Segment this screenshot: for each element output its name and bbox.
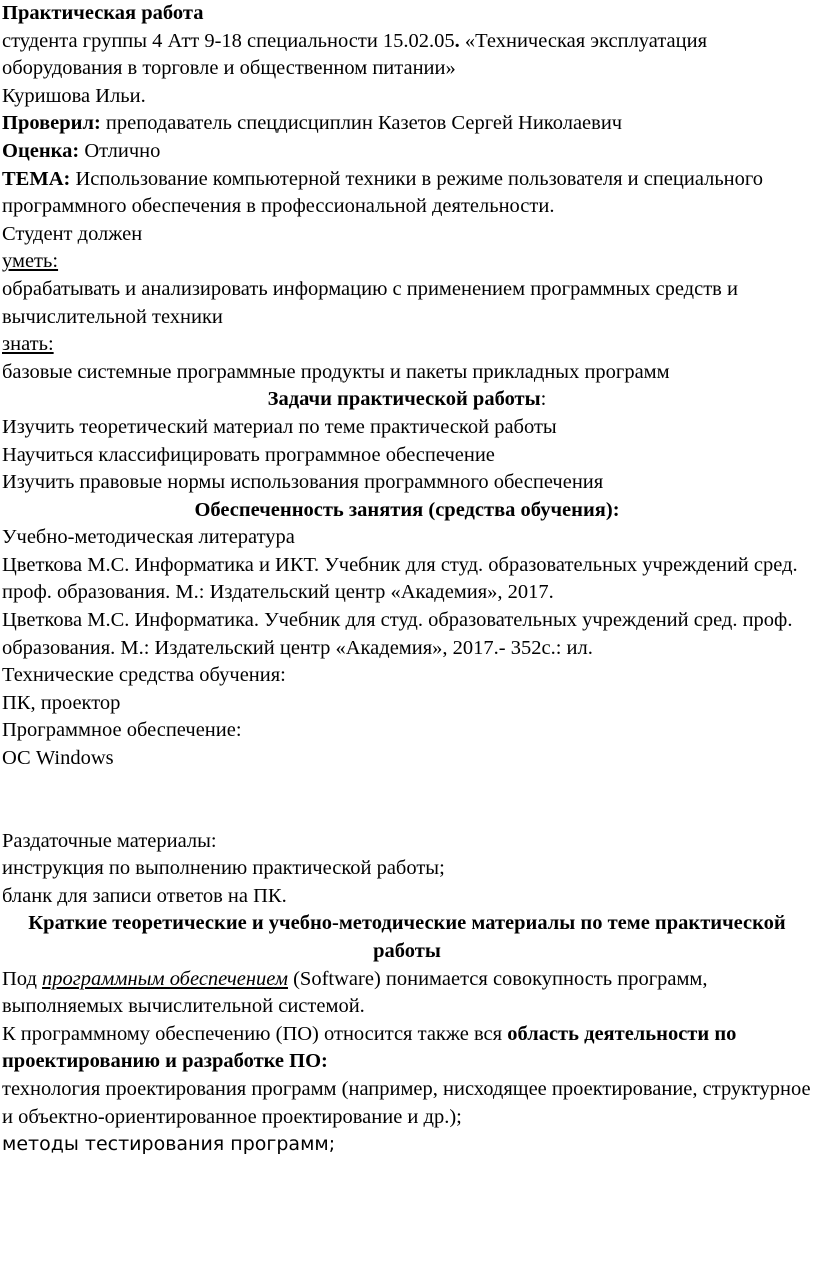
blank-gap <box>2 773 812 828</box>
tasks-heading-colon: : <box>540 388 547 411</box>
tech-means-label: Технические средства обучения: <box>2 664 286 687</box>
able-label: уметь: <box>2 250 59 273</box>
task-item: Научиться классифицировать программное обеспечение <box>2 443 495 466</box>
handout-item: инструкция по выполнению практической работы; <box>2 857 445 880</box>
provision-heading: Обеспеченность занятия (средства обучения): <box>194 498 620 521</box>
student-info <box>2 28 812 83</box>
student-must: Студент должен <box>2 222 143 245</box>
book-entry: Цветкова М.С. Информатика. Учебник для студ. образовательных учреждений сред. проф. образования. М.: Издательский центр «Академия», 2017.- 352с.: ил. <box>2 609 793 659</box>
task-item: Изучить теоретический материал по теме практической работы <box>2 415 557 438</box>
checked-by-value: преподаватель спецдисциплин Казетов Сергей Николаевич <box>100 112 623 135</box>
literature-label: Учебно-методическая литература <box>2 526 295 549</box>
handout-item: бланк для записи ответов на ПК. <box>2 884 287 907</box>
know-text: базовые системные программные продукты и пакеты прикладных программ <box>2 360 670 383</box>
theory-paragraph: технология проектирования программ (например, нисходящее проектирование, структурное и объектно-ориентированное проектирование и др.); <box>2 1077 811 1128</box>
theory-p1-end: (Software) понимается совокупность программ, выполняемых вычислительной системой. <box>2 967 708 1018</box>
handouts-label: Раздаточные материалы: <box>2 829 217 852</box>
grade-value: Отлично <box>79 139 161 162</box>
checked-by-label: Проверил: <box>2 112 101 135</box>
task-item: Изучить правовые нормы использования программного обеспечения <box>2 471 604 494</box>
theory-p1-start: Под <box>2 967 43 990</box>
theory-heading: Краткие теоретические и учебно-методические материалы по теме практической работы <box>28 912 786 962</box>
theory-p2-bold: область деятельности по проектированию и разработке ПО: <box>2 1022 737 1073</box>
software-value: ОС Windows <box>2 747 114 770</box>
topic-label: ТЕМА: <box>2 167 71 190</box>
software-term: программным обеспечением <box>42 967 288 990</box>
document-title: Практическая работа <box>2 2 204 24</box>
tech-means-value: ПК, проектор <box>2 691 121 714</box>
tasks-heading-text: Задачи практической работы <box>267 388 541 411</box>
theory-paragraph: методы тестирования программ; <box>2 1133 336 1156</box>
specialty-name: «Техническая эксплуатация оборудования в торговле и общественном питании» <box>2 29 708 80</box>
able-text: обрабатывать и анализировать информацию с применением программных средств и вычислительной техники <box>2 277 738 328</box>
grade-line <box>2 138 812 166</box>
software-label: Программное обеспечение: <box>2 719 242 742</box>
book-entry: Цветкова М.С. Информатика и ИКТ. Учебник для студ. образовательных учреждений сред. проф. образования. М.: Издательский центр «Академия», 2017. <box>2 553 798 604</box>
student-dot: . <box>454 29 460 52</box>
grade-label: Оценка: <box>2 139 80 162</box>
theory-paragraph <box>2 966 812 1021</box>
topic-value: Использование компьютерной техники в режиме пользователя и специального программного обеспечения в профессиональной деятельности. <box>2 167 764 218</box>
topic-line <box>2 166 812 221</box>
know-label: знать: <box>2 333 54 356</box>
tasks-heading <box>2 386 812 414</box>
checked-by-line <box>2 110 812 138</box>
student-name: Куришова Ильи. <box>2 84 146 107</box>
theory-paragraph <box>2 1021 812 1076</box>
student-group-line: студента группы 4 Атт 9-18 специальности 15.02.05 <box>2 29 455 52</box>
theory-p2-start: К программному обеспечению (ПО) относится также вся <box>2 1022 508 1045</box>
